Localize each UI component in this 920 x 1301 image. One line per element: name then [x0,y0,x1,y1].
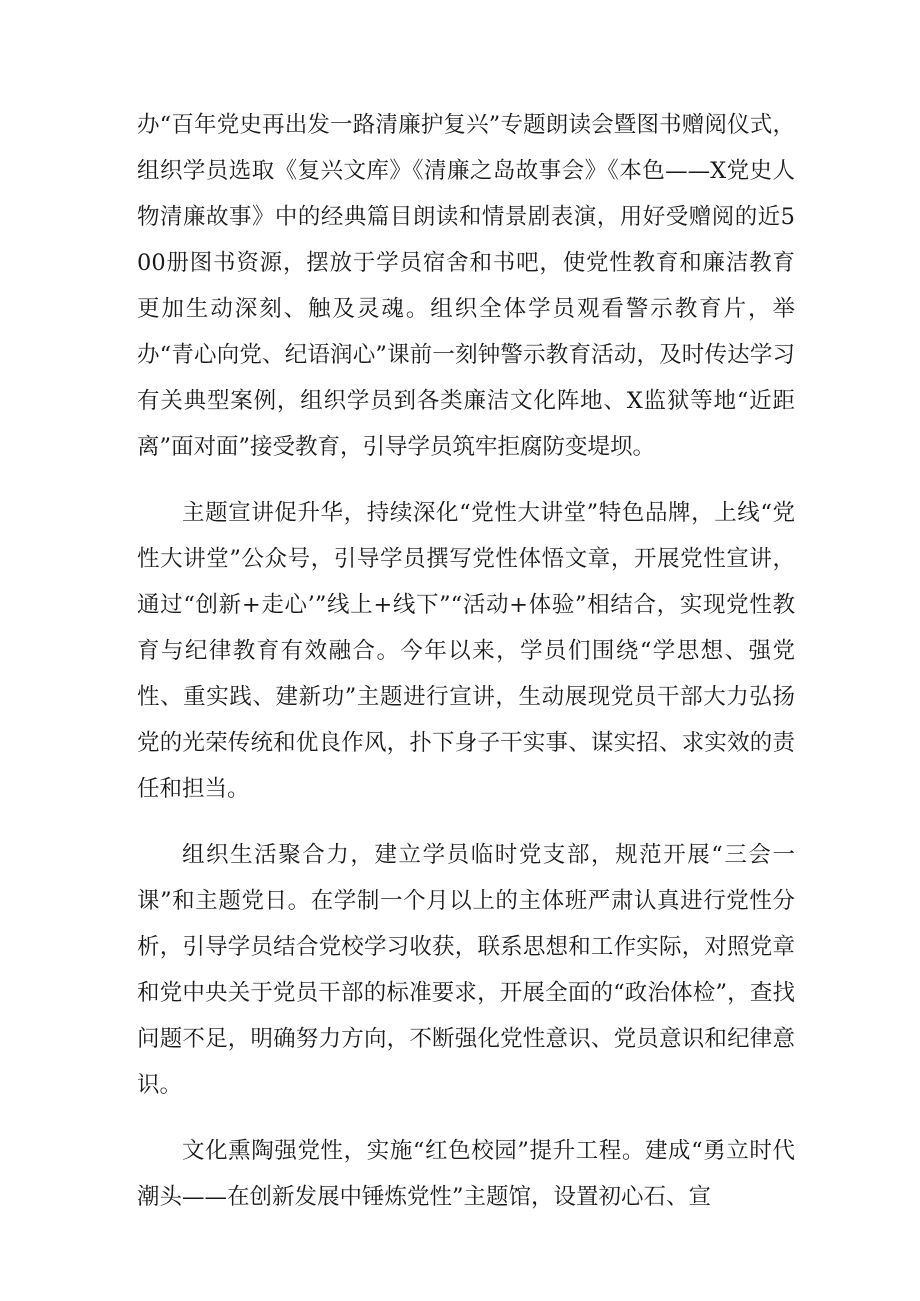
paragraph-1: 办“百年党史再出发一路清廉护复兴”专题朗读会暨图书赠阅仪式，组织学员选取《复兴文库》《清廉之岛故事会》《本色——X党史人物清廉故事》中的经典篇目朗读和情景剧表演，用好受赠阅的近500册图书资源，摆放于学员宿舍和书吧，使党性教育和廉洁教育更加生动深刻、触及灵魂。组织全体学员观看警示教育片，举办“青心向党、纪语润心”课前一刻钟警示教育活动，及时传达学习有关典型案例，组织学员到各类廉洁文化阵地、X监狱等地“近距离”面对面”接受教育，引导学员筑牢拒腐防变堤坝。 [137,112,795,460]
paragraph-4: 文化熏陶强党性，实施“红色校园”提升工程。建成“勇立时代潮头——在创新发展中锤炼党性”主题馆，设置初心石、宣 [137,1138,795,1210]
paragraph-3: 组织生活聚合力，建立学员临时党支部，规范开展“三会一课”和主题党日。在学制一个月以上的主体班严肃认真进行党性分析，引导学员结合党校学习收获，联系思想和工作实际，对照党章和党中央关于党员干部的标准要求，开展全面的“政治体检”，查找问题不足，明确努力方向，不断强化党性意识、党员意识和纪律意识。 [137,842,795,1098]
document-body [137,102,795,1220]
paragraph-2: 主题宣讲促升华，持续深化“党性大讲堂”特色品牌，上线“党性大讲堂”公众号，引导学员撰写党性体悟文章，开展党性宣讲，通过“创新+走心’”线上+线下”“活动+体验”相结合，实现党性教育与纪律教育有效融合。今年以来，学员们围绕“学思想、强党性、重实践、建新功”主题进行宣讲，生动展现党员干部大力弘扬党的光荣传统和优良作风，扑下身子干实事、谋实招、求实效的责任和担当。 [137,500,795,802]
